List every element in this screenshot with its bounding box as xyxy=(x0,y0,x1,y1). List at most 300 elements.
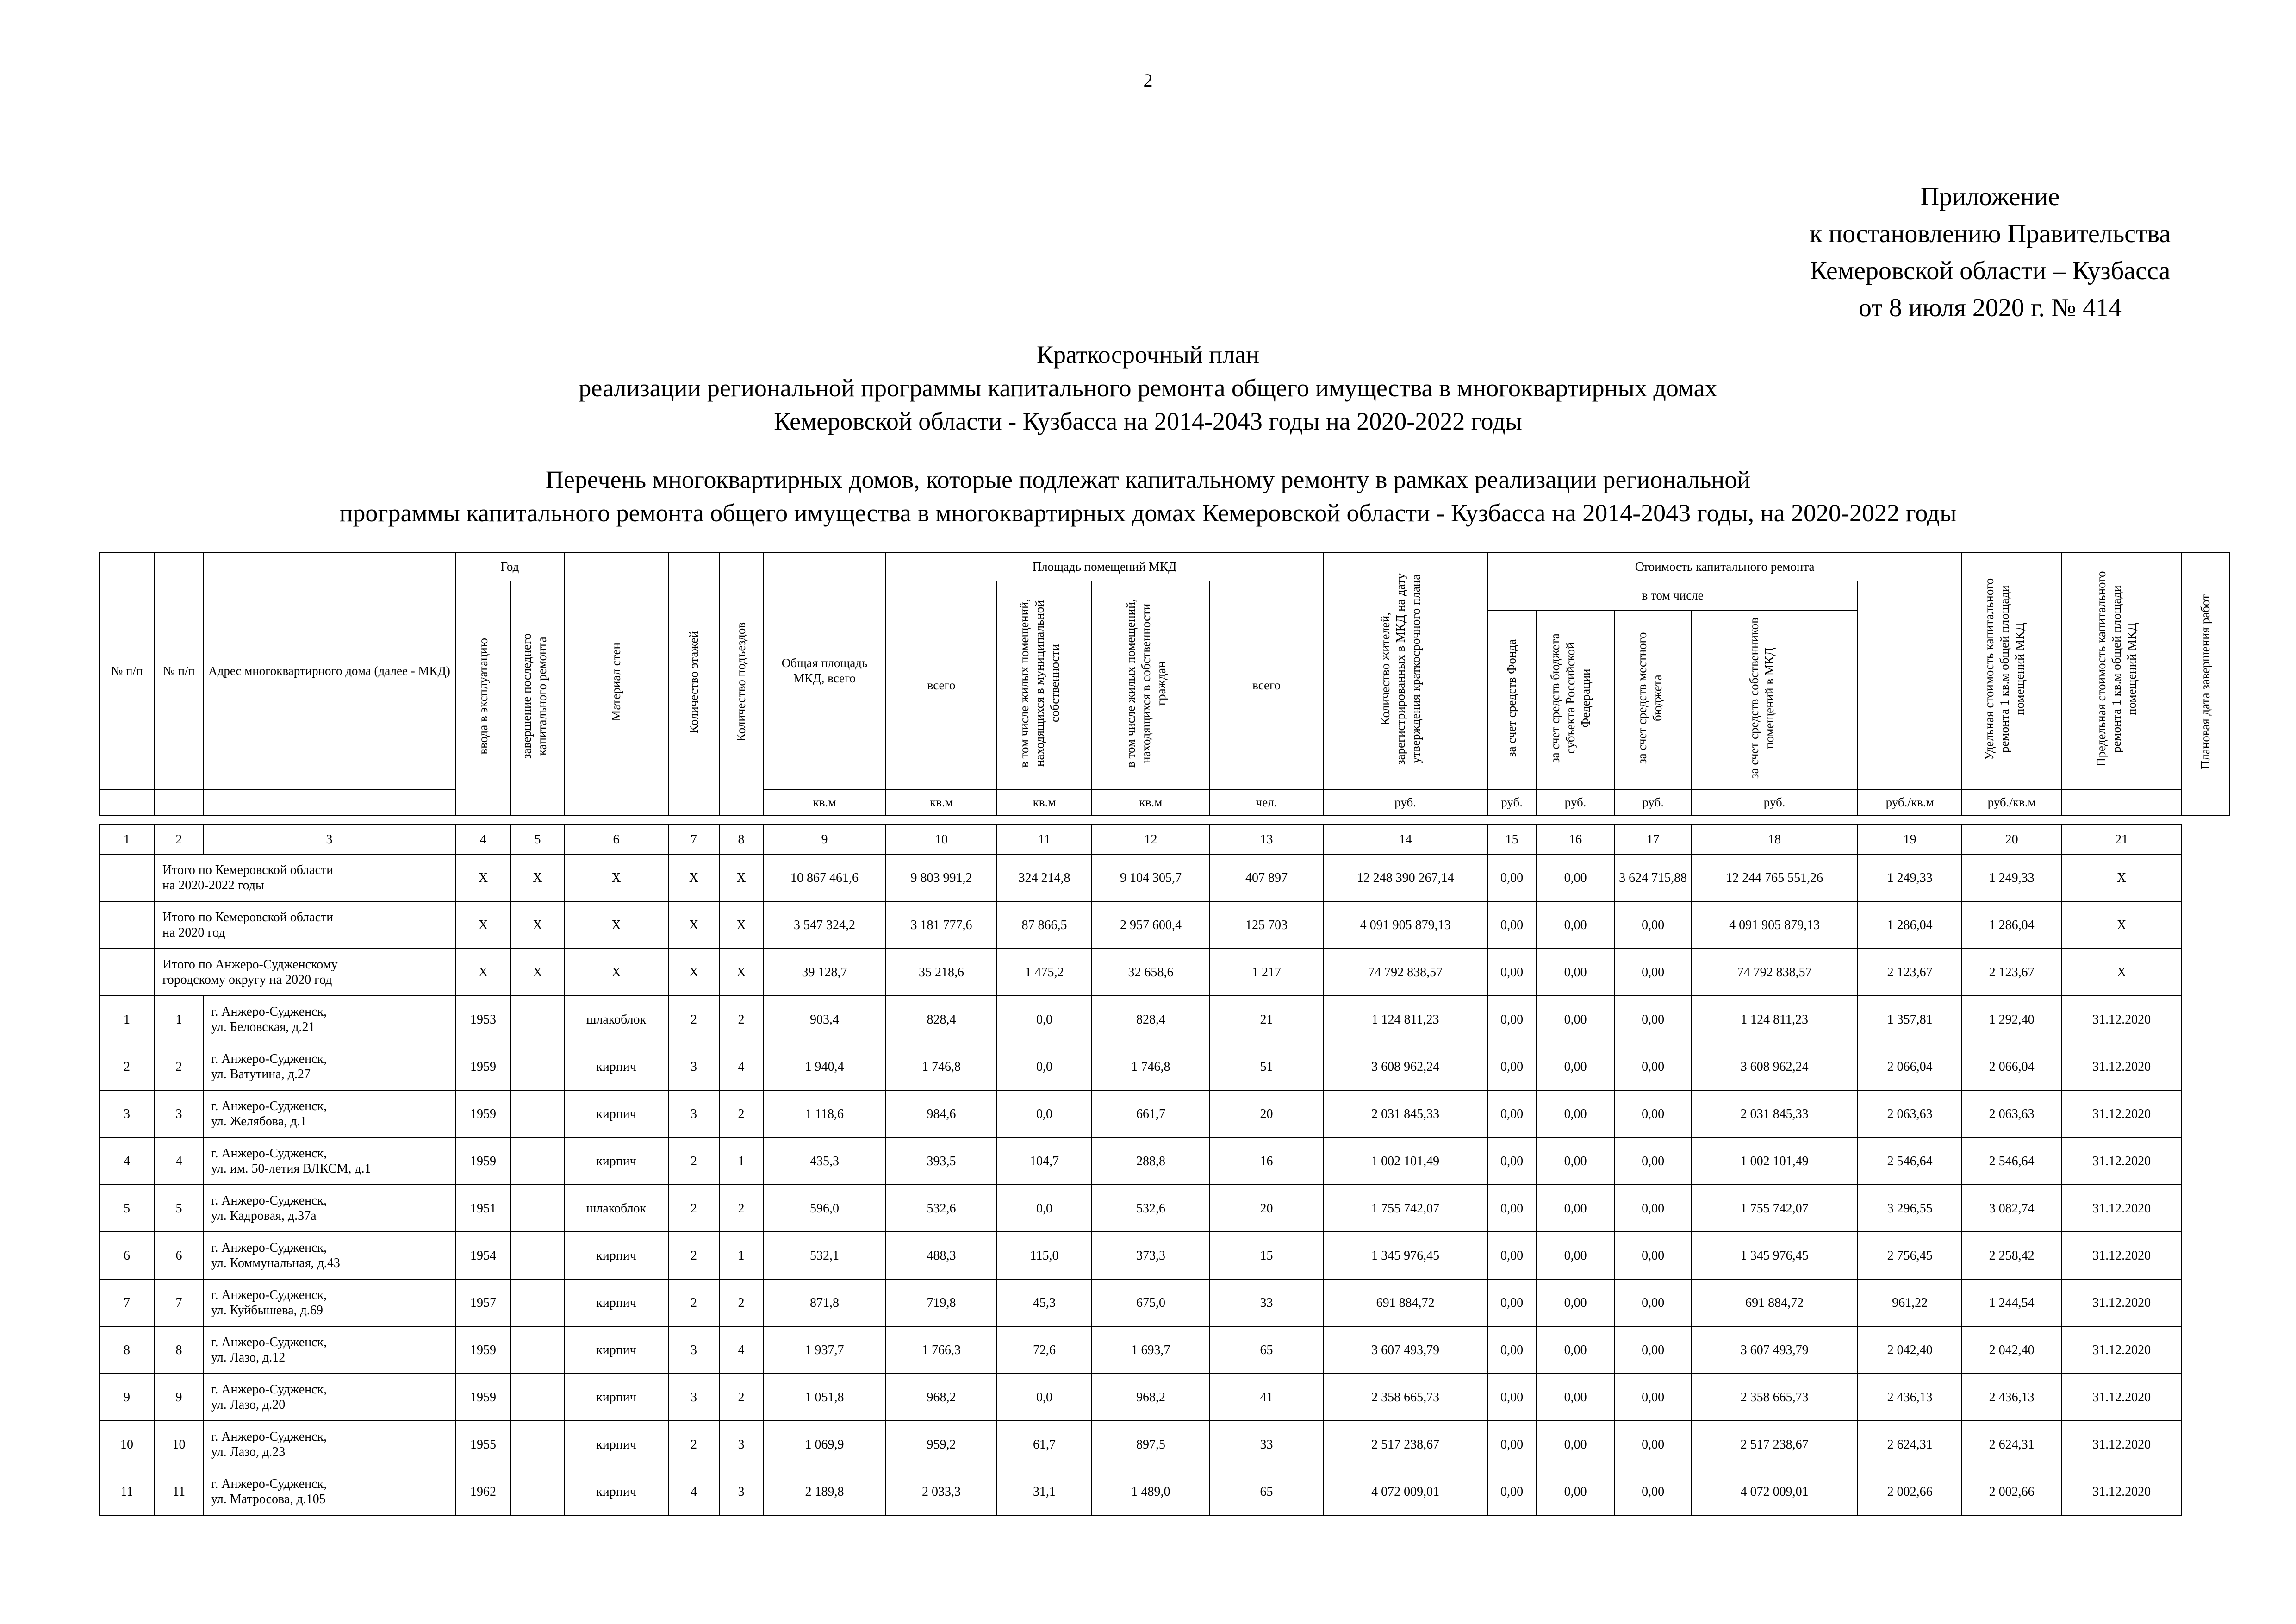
row-year: 1959 xyxy=(455,1137,511,1185)
row-cost-total: 1 002 101,49 xyxy=(1323,1137,1487,1185)
row-area-total: 719,8 xyxy=(886,1279,997,1326)
row-address-line1: г. Анжеро-Судженск, xyxy=(211,1146,327,1161)
totals-cell-8: X xyxy=(719,901,763,949)
row-area-total: 959,2 xyxy=(886,1421,997,1468)
row-address-line1: г. Анжеро-Судженск, xyxy=(211,1052,327,1066)
row-number-local: 5 xyxy=(155,1185,203,1232)
totals-cell-17: 0,00 xyxy=(1615,949,1691,996)
row-date: 31.12.2020 xyxy=(2061,1232,2182,1279)
header-residents: Количество жителей, зарегистрированных в МКД на дату утверждения краткосрочного плана xyxy=(1323,552,1487,789)
totals-cell-10: 3 181 777,6 xyxy=(886,901,997,949)
row-number-local: 3 xyxy=(155,1090,203,1137)
unit-empty xyxy=(99,789,155,815)
row-cost-total: 1 124 811,23 xyxy=(1323,996,1487,1043)
column-number: 10 xyxy=(886,824,997,854)
row-year: 1951 xyxy=(455,1185,511,1232)
row-total-area: 1 118,6 xyxy=(763,1090,886,1137)
totals-label xyxy=(155,901,455,949)
row-address xyxy=(203,1468,455,1515)
row-subject: 0,00 xyxy=(1536,1185,1615,1232)
row-total-area: 903,4 xyxy=(763,996,886,1043)
unit-max-cost: руб./кв.м xyxy=(1962,789,2061,815)
title-line: Краткосрочный план xyxy=(1036,341,1260,369)
column-number: 9 xyxy=(763,824,886,854)
row-area-priv: 661,7 xyxy=(1092,1090,1210,1137)
row-number-local: 7 xyxy=(155,1279,203,1326)
row-area-priv: 532,6 xyxy=(1092,1185,1210,1232)
row-number-local: 1 xyxy=(155,996,203,1043)
row-year: 1959 xyxy=(455,1043,511,1090)
row-fund: 0,00 xyxy=(1487,1185,1536,1232)
unit-area-total: кв.м xyxy=(886,789,997,815)
row-residents: 51 xyxy=(1210,1043,1323,1090)
row-date: 31.12.2020 xyxy=(2061,1185,2182,1232)
row-cost-total: 3 607 493,79 xyxy=(1323,1326,1487,1374)
row-area-total: 1 746,8 xyxy=(886,1043,997,1090)
header-max-cost: Предельная стоимость капитального ремонта 1 кв.м общей площади помещений МКД xyxy=(2061,552,2182,789)
row-area-mun: 0,0 xyxy=(997,996,1092,1043)
row-fund: 0,00 xyxy=(1487,1043,1536,1090)
row-address-line1: г. Анжеро-Судженск, xyxy=(211,1382,327,1397)
document-subtitle xyxy=(0,463,2296,530)
table-gap xyxy=(99,815,2229,824)
row-address-line2: ул. Матросова, д.105 xyxy=(211,1492,326,1506)
totals-cell-14: 4 091 905 879,13 xyxy=(1323,901,1487,949)
totals-cell-6: X xyxy=(564,901,668,949)
totals-cell-10: 35 218,6 xyxy=(886,949,997,996)
row-last xyxy=(511,1326,564,1374)
row-year: 1962 xyxy=(455,1468,511,1515)
row-number: 10 xyxy=(99,1421,155,1468)
row-cost-total: 2 517 238,67 xyxy=(1323,1421,1487,1468)
totals-label xyxy=(155,949,455,996)
row-address xyxy=(203,1090,455,1137)
row-last xyxy=(511,1374,564,1421)
row-fund: 0,00 xyxy=(1487,1232,1536,1279)
row-max: 2 258,42 xyxy=(1962,1232,2061,1279)
row-last xyxy=(511,1232,564,1279)
row-total-area: 1 051,8 xyxy=(763,1374,886,1421)
unit-unit-cost: руб./кв.м xyxy=(1858,789,1962,815)
unit-cost-owners: руб. xyxy=(1691,789,1858,815)
unit-cost-fund: руб. xyxy=(1487,789,1536,815)
row-address-line2: ул. Лазо, д.20 xyxy=(211,1398,286,1412)
column-number: 4 xyxy=(455,824,511,854)
row-number: 11 xyxy=(99,1468,155,1515)
header-area-municipal: в том числе жилых помещений, находящихся в муниципальной собственности xyxy=(997,581,1092,789)
row-area-priv: 288,8 xyxy=(1092,1137,1210,1185)
unit-area-municipal: кв.м xyxy=(997,789,1092,815)
row-unit: 2 624,31 xyxy=(1858,1421,1962,1468)
table-row xyxy=(99,1279,2229,1326)
row-address xyxy=(203,1326,455,1374)
row-floors: 2 xyxy=(668,1232,719,1279)
row-date: 31.12.2020 xyxy=(2061,1468,2182,1515)
row-floors: 3 xyxy=(668,1326,719,1374)
row-subject: 0,00 xyxy=(1536,1421,1615,1468)
row-area-total: 488,3 xyxy=(886,1232,997,1279)
totals-cell-13: 407 897 xyxy=(1210,854,1323,901)
row-max: 2 042,40 xyxy=(1962,1326,2061,1374)
column-number: 15 xyxy=(1487,824,1536,854)
totals-cell-17: 3 624 715,88 xyxy=(1615,854,1691,901)
row-fund: 0,00 xyxy=(1487,1468,1536,1515)
totals-cell-9: 10 867 461,6 xyxy=(763,854,886,901)
row-address-line1: г. Анжеро-Судженск, xyxy=(211,1430,327,1444)
row-unit: 3 296,55 xyxy=(1858,1185,1962,1232)
header-cost-group: Стоимость капитального ремонта xyxy=(1487,552,1962,581)
row-residents: 65 xyxy=(1210,1468,1323,1515)
row-address-line1: г. Анжеро-Судженск, xyxy=(211,1241,327,1255)
row-number: 2 xyxy=(99,1043,155,1090)
row-total-area: 596,0 xyxy=(763,1185,886,1232)
totals-cell-12: 9 104 305,7 xyxy=(1092,854,1210,901)
row-fund: 0,00 xyxy=(1487,1279,1536,1326)
totals-cell-17: 0,00 xyxy=(1615,901,1691,949)
header-unit-cost: Удельная стоимость капитального ремонта 1 кв.м общей площади помещений МКД xyxy=(1962,552,2061,789)
row-number: 7 xyxy=(99,1279,155,1326)
row-area-priv: 675,0 xyxy=(1092,1279,1210,1326)
column-number: 11 xyxy=(997,824,1092,854)
row-subject: 0,00 xyxy=(1536,1326,1615,1374)
totals-cell-20: 2 123,67 xyxy=(1962,949,2061,996)
row-date: 31.12.2020 xyxy=(2061,1043,2182,1090)
row-floors: 4 xyxy=(668,1468,719,1515)
column-number: 17 xyxy=(1615,824,1691,854)
row-subject: 0,00 xyxy=(1536,1090,1615,1137)
header-area-private: в том числе жилых помещений, находящихся в собственности граждан xyxy=(1092,581,1210,789)
row-number: 8 xyxy=(99,1326,155,1374)
row-address xyxy=(203,1043,455,1090)
appendix-block xyxy=(1712,178,2268,326)
column-number: 8 xyxy=(719,824,763,854)
row-area-priv: 897,5 xyxy=(1092,1421,1210,1468)
row-date: 31.12.2020 xyxy=(2061,996,2182,1043)
row-area-mun: 0,0 xyxy=(997,1043,1092,1090)
empty-cell xyxy=(99,949,155,996)
column-number: 16 xyxy=(1536,824,1615,854)
row-address-line1: г. Анжеро-Судженск, xyxy=(211,1099,327,1113)
row-owners: 1 345 976,45 xyxy=(1691,1232,1858,1279)
header-cost-owners: за счет средств собственников помещений в МКД xyxy=(1691,610,1858,789)
row-local: 0,00 xyxy=(1615,1421,1691,1468)
row-unit: 2 002,66 xyxy=(1858,1468,1962,1515)
row-local: 0,00 xyxy=(1615,1279,1691,1326)
row-fund: 0,00 xyxy=(1487,1374,1536,1421)
totals-row xyxy=(99,949,2229,996)
totals-cell-15: 0,00 xyxy=(1487,854,1536,901)
header-year-last-repair: завершение последнего капитального ремонта xyxy=(511,581,564,815)
row-material: кирпич xyxy=(564,1232,668,1279)
row-area-total: 968,2 xyxy=(886,1374,997,1421)
header-num2: № п/п xyxy=(155,552,203,789)
row-entrances: 1 xyxy=(719,1232,763,1279)
row-local: 0,00 xyxy=(1615,996,1691,1043)
totals-cell-20: 1 249,33 xyxy=(1962,854,2061,901)
row-subject: 0,00 xyxy=(1536,1374,1615,1421)
totals-label-line1: Итого по Анжеро-Судженскому xyxy=(162,957,338,972)
row-cost-total: 691 884,72 xyxy=(1323,1279,1487,1326)
totals-cell-11: 324 214,8 xyxy=(997,854,1092,901)
row-address-line2: ул. Лазо, д.12 xyxy=(211,1350,286,1365)
row-year: 1959 xyxy=(455,1374,511,1421)
row-area-mun: 72,6 xyxy=(997,1326,1092,1374)
row-address xyxy=(203,1232,455,1279)
row-year: 1953 xyxy=(455,996,511,1043)
totals-cell-12: 32 658,6 xyxy=(1092,949,1210,996)
row-area-total: 393,5 xyxy=(886,1137,997,1185)
header-address: Адрес многоквартирного дома (далее - МКД) xyxy=(203,552,455,789)
row-owners: 2 358 665,73 xyxy=(1691,1374,1858,1421)
row-material: кирпич xyxy=(564,1421,668,1468)
row-area-mun: 0,0 xyxy=(997,1185,1092,1232)
row-local: 0,00 xyxy=(1615,1137,1691,1185)
appendix-line: к постановлению Правительства xyxy=(1809,219,2171,248)
row-unit: 2 063,63 xyxy=(1858,1090,1962,1137)
row-number: 6 xyxy=(99,1232,155,1279)
row-floors: 2 xyxy=(668,1421,719,1468)
row-residents: 15 xyxy=(1210,1232,1323,1279)
row-local: 0,00 xyxy=(1615,1185,1691,1232)
row-entrances: 4 xyxy=(719,1326,763,1374)
column-number: 14 xyxy=(1323,824,1487,854)
row-cost-total: 1 755 742,07 xyxy=(1323,1185,1487,1232)
header-year-group: Год xyxy=(455,552,564,581)
row-material: кирпич xyxy=(564,1090,668,1137)
row-unit: 2 042,40 xyxy=(1858,1326,1962,1374)
row-year: 1957 xyxy=(455,1279,511,1326)
row-max: 2 624,31 xyxy=(1962,1421,2061,1468)
totals-cell-13: 1 217 xyxy=(1210,949,1323,996)
page-number: 2 xyxy=(1143,70,1153,91)
row-owners: 3 608 962,24 xyxy=(1691,1043,1858,1090)
totals-cell-11: 87 866,5 xyxy=(997,901,1092,949)
row-entrances: 2 xyxy=(719,1185,763,1232)
row-residents: 65 xyxy=(1210,1326,1323,1374)
row-address-line2: ул. им. 50-летия ВЛКСМ, д.1 xyxy=(211,1162,371,1176)
row-area-total: 2 033,3 xyxy=(886,1468,997,1515)
row-area-mun: 104,7 xyxy=(997,1137,1092,1185)
row-year: 1959 xyxy=(455,1090,511,1137)
row-address xyxy=(203,1421,455,1468)
unit-total-area: кв.м xyxy=(763,789,886,815)
row-fund: 0,00 xyxy=(1487,1090,1536,1137)
totals-cell-21: X xyxy=(2061,854,2182,901)
column-number: 3 xyxy=(203,824,455,854)
row-last xyxy=(511,996,564,1043)
row-local: 0,00 xyxy=(1615,1043,1691,1090)
unit-cost-local: руб. xyxy=(1615,789,1691,815)
totals-cell-20: 1 286,04 xyxy=(1962,901,2061,949)
totals-cell-19: 2 123,67 xyxy=(1858,949,1962,996)
totals-label xyxy=(155,854,455,901)
row-residents: 20 xyxy=(1210,1185,1323,1232)
row-entrances: 1 xyxy=(719,1137,763,1185)
row-owners: 3 607 493,79 xyxy=(1691,1326,1858,1374)
row-max: 2 546,64 xyxy=(1962,1137,2061,1185)
row-local: 0,00 xyxy=(1615,1374,1691,1421)
row-cost-total: 2 358 665,73 xyxy=(1323,1374,1487,1421)
row-owners: 1 002 101,49 xyxy=(1691,1137,1858,1185)
unit-residents: чел. xyxy=(1210,789,1323,815)
header-cost-subject: за счет средств бюджета субъекта Российской Федерации xyxy=(1536,610,1615,789)
header-cost-total: всего xyxy=(1210,581,1323,789)
header-area-group: Площадь помещений МКД xyxy=(886,552,1323,581)
row-area-priv: 828,4 xyxy=(1092,996,1210,1043)
row-owners: 1 124 811,23 xyxy=(1691,996,1858,1043)
row-date: 31.12.2020 xyxy=(2061,1374,2182,1421)
row-address-line2: ул. Беловская, д.21 xyxy=(211,1020,315,1034)
table-row xyxy=(99,1232,2229,1279)
totals-cell-12: 2 957 600,4 xyxy=(1092,901,1210,949)
row-residents: 20 xyxy=(1210,1090,1323,1137)
totals-cell-18: 12 244 765 551,26 xyxy=(1691,854,1858,901)
column-numbers-row xyxy=(99,824,2229,854)
table-row xyxy=(99,1326,2229,1374)
row-total-area: 1 937,7 xyxy=(763,1326,886,1374)
row-subject: 0,00 xyxy=(1536,1232,1615,1279)
row-subject: 0,00 xyxy=(1536,1279,1615,1326)
row-date: 31.12.2020 xyxy=(2061,1421,2182,1468)
row-last xyxy=(511,1185,564,1232)
totals-cell-10: 9 803 991,2 xyxy=(886,854,997,901)
table-row xyxy=(99,1137,2229,1185)
unit-empty xyxy=(155,789,203,815)
row-area-priv: 1 489,0 xyxy=(1092,1468,1210,1515)
row-area-mun: 0,0 xyxy=(997,1090,1092,1137)
appendix-line: от 8 июля 2020 г. № 414 xyxy=(1859,294,2122,322)
header-entrances: Количество подъездов xyxy=(719,552,763,815)
table-row xyxy=(99,1468,2229,1515)
totals-cell-5: X xyxy=(511,949,564,996)
row-number: 4 xyxy=(99,1137,155,1185)
subtitle-line: программы капитального ремонта общего имущества в многоквартирных домах Кемеровской области - Кузбасса на 2014-2043 годы, на 2020-2022 годы xyxy=(339,499,1957,527)
totals-cell-4: X xyxy=(455,949,511,996)
totals-cell-7: X xyxy=(668,901,719,949)
appendix-line: Кемеровской области – Кузбасса xyxy=(1810,256,2171,285)
subtitle-line: Перечень многоквартирных домов, которые подлежат капитальному ремонту в рамках реализации региональной xyxy=(545,466,1751,493)
totals-cell-9: 39 128,7 xyxy=(763,949,886,996)
row-number: 1 xyxy=(99,996,155,1043)
row-area-priv: 1 746,8 xyxy=(1092,1043,1210,1090)
row-max: 2 002,66 xyxy=(1962,1468,2061,1515)
row-address-line1: г. Анжеро-Судженск, xyxy=(211,1193,327,1208)
table-row xyxy=(99,1421,2229,1468)
row-subject: 0,00 xyxy=(1536,1137,1615,1185)
row-area-mun: 115,0 xyxy=(997,1232,1092,1279)
row-total-area: 435,3 xyxy=(763,1137,886,1185)
row-area-priv: 968,2 xyxy=(1092,1374,1210,1421)
row-fund: 0,00 xyxy=(1487,996,1536,1043)
row-local: 0,00 xyxy=(1615,1232,1691,1279)
totals-label-line2: на 2020 год xyxy=(162,925,225,940)
totals-cell-4: X xyxy=(455,901,511,949)
totals-cell-5: X xyxy=(511,901,564,949)
document-title xyxy=(0,338,2296,438)
row-entrances: 2 xyxy=(719,996,763,1043)
row-last xyxy=(511,1421,564,1468)
totals-cell-5: X xyxy=(511,854,564,901)
row-year: 1959 xyxy=(455,1326,511,1374)
totals-cell-18: 74 792 838,57 xyxy=(1691,949,1858,996)
totals-cell-14: 12 248 390 267,14 xyxy=(1323,854,1487,901)
totals-cell-4: X xyxy=(455,854,511,901)
row-max: 2 436,13 xyxy=(1962,1374,2061,1421)
row-number: 3 xyxy=(99,1090,155,1137)
row-residents: 33 xyxy=(1210,1421,1323,1468)
row-owners: 2 031 845,33 xyxy=(1691,1090,1858,1137)
row-owners: 2 517 238,67 xyxy=(1691,1421,1858,1468)
row-total-area: 2 189,8 xyxy=(763,1468,886,1515)
totals-cell-16: 0,00 xyxy=(1536,949,1615,996)
row-address-line2: ул. Лазо, д.23 xyxy=(211,1445,286,1459)
row-residents: 16 xyxy=(1210,1137,1323,1185)
row-area-total: 828,4 xyxy=(886,996,997,1043)
row-total-area: 532,1 xyxy=(763,1232,886,1279)
column-number: 12 xyxy=(1092,824,1210,854)
row-number-local: 10 xyxy=(155,1421,203,1468)
row-floors: 2 xyxy=(668,1279,719,1326)
row-unit: 2 436,13 xyxy=(1858,1374,1962,1421)
row-subject: 0,00 xyxy=(1536,1043,1615,1090)
row-fund: 0,00 xyxy=(1487,1326,1536,1374)
row-date: 31.12.2020 xyxy=(2061,1137,2182,1185)
row-local: 0,00 xyxy=(1615,1326,1691,1374)
row-entrances: 2 xyxy=(719,1279,763,1326)
row-area-total: 1 766,3 xyxy=(886,1326,997,1374)
title-line: реализации региональной программы капитального ремонта общего имущества в многоквартирных домах xyxy=(579,374,1717,402)
row-area-mun: 31,1 xyxy=(997,1468,1092,1515)
totals-label-line1: Итого по Кемеровской области xyxy=(162,910,334,924)
row-total-area: 1 940,4 xyxy=(763,1043,886,1090)
totals-label-line2: городскому округу на 2020 год xyxy=(162,973,332,987)
row-cost-total: 1 345 976,45 xyxy=(1323,1232,1487,1279)
row-address-line1: г. Анжеро-Судженск, xyxy=(211,1005,327,1019)
table-row xyxy=(99,996,2229,1043)
row-number-local: 9 xyxy=(155,1374,203,1421)
row-total-area: 871,8 xyxy=(763,1279,886,1326)
row-entrances: 2 xyxy=(719,1374,763,1421)
row-last xyxy=(511,1043,564,1090)
totals-cell-16: 0,00 xyxy=(1536,854,1615,901)
row-max: 1 292,40 xyxy=(1962,996,2061,1043)
row-cost-total: 4 072 009,01 xyxy=(1323,1468,1487,1515)
column-number: 1 xyxy=(99,824,155,854)
row-local: 0,00 xyxy=(1615,1468,1691,1515)
column-number: 7 xyxy=(668,824,719,854)
totals-cell-18: 4 091 905 879,13 xyxy=(1691,901,1858,949)
row-floors: 3 xyxy=(668,1374,719,1421)
totals-cell-15: 0,00 xyxy=(1487,901,1536,949)
row-area-total: 532,6 xyxy=(886,1185,997,1232)
row-floors: 3 xyxy=(668,1090,719,1137)
header-wall-material: Материал стен xyxy=(564,552,668,815)
totals-cell-14: 74 792 838,57 xyxy=(1323,949,1487,996)
row-address xyxy=(203,996,455,1043)
row-max: 3 082,74 xyxy=(1962,1185,2061,1232)
row-last xyxy=(511,1279,564,1326)
row-max: 1 244,54 xyxy=(1962,1279,2061,1326)
row-number-local: 11 xyxy=(155,1468,203,1515)
header-year-commission: ввода в эксплуатацию xyxy=(455,581,511,815)
row-area-mun: 45,3 xyxy=(997,1279,1092,1326)
row-unit: 2 066,04 xyxy=(1858,1043,1962,1090)
column-number: 19 xyxy=(1858,824,1962,854)
row-last xyxy=(511,1090,564,1137)
row-number-local: 6 xyxy=(155,1232,203,1279)
row-floors: 2 xyxy=(668,1137,719,1185)
row-entrances: 2 xyxy=(719,1090,763,1137)
